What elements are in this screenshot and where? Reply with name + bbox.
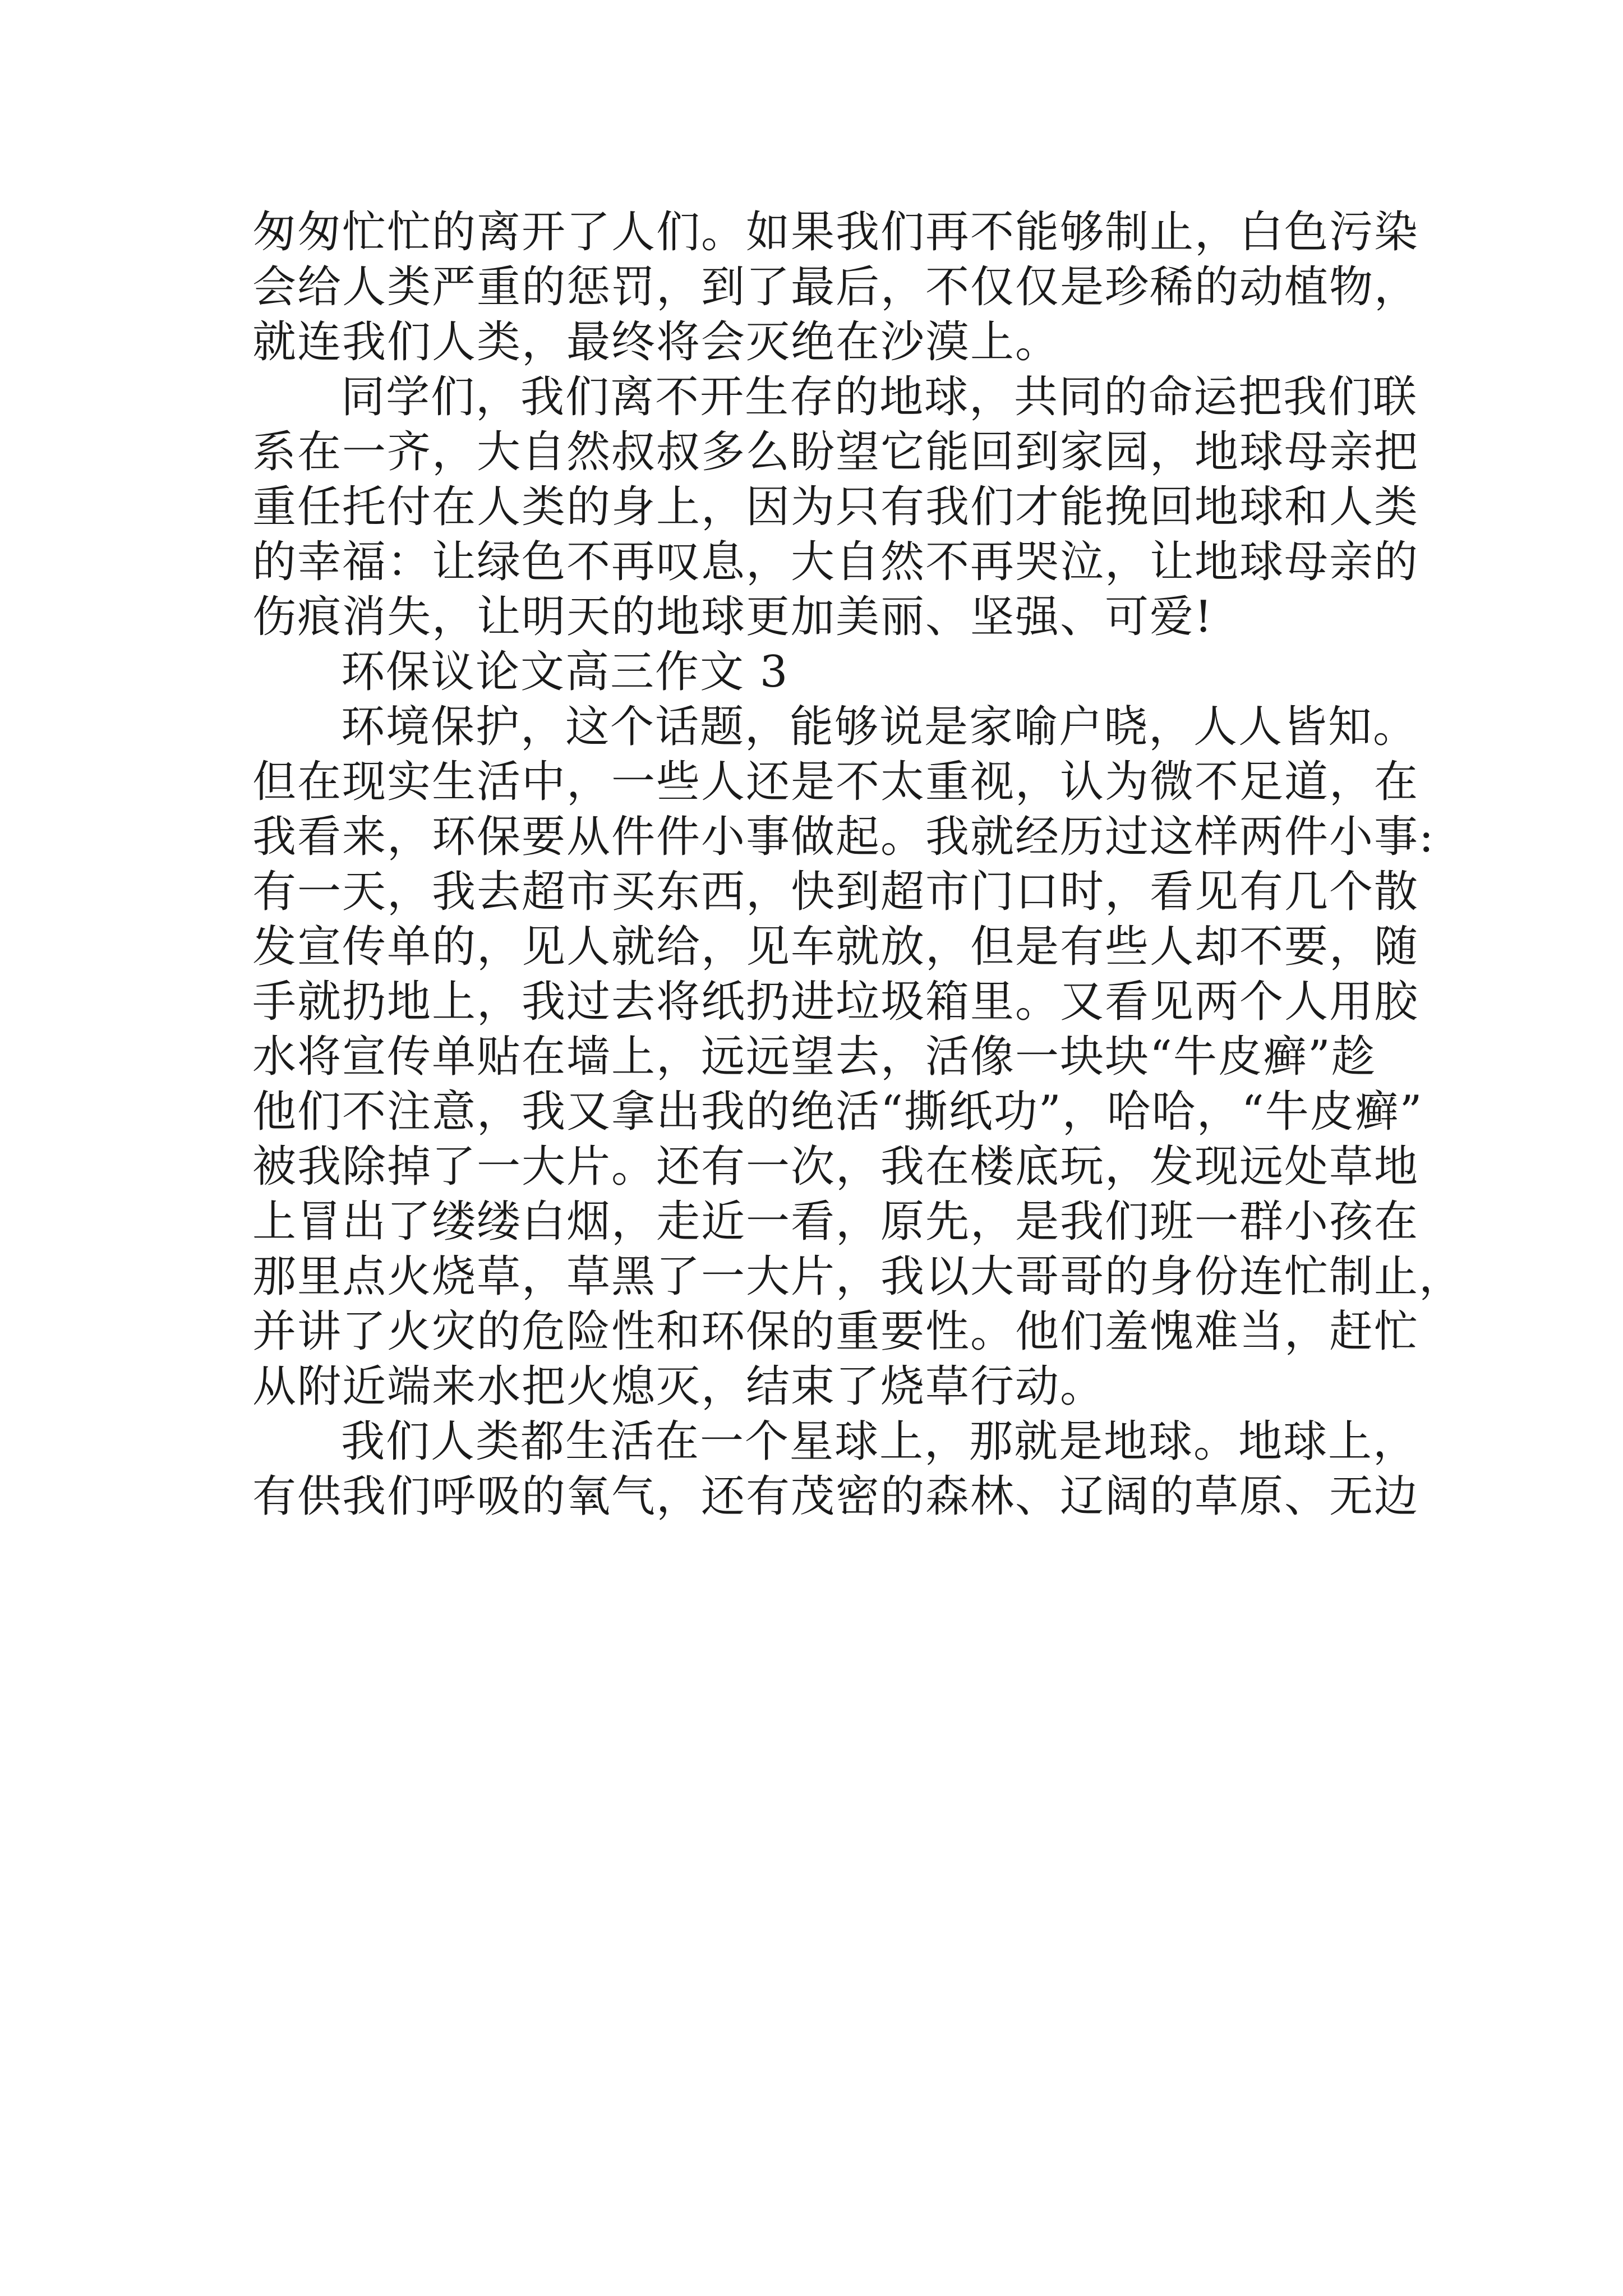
text-line: 发宣传单的，见人就给，见车就放，但是有些人却不要，随 bbox=[252, 922, 1419, 972]
text-line: 有一天，我去超市买东西，快到超市门口时，看见有几个散 bbox=[252, 867, 1419, 917]
text-line: 有供我们呼吸的氧气，还有茂密的森林、辽阔的草原、无边 bbox=[252, 1471, 1419, 1522]
text-line: 我们人类都生活在一个星球上，那就是地球。地球上， bbox=[341, 1416, 1418, 1467]
text-line: 会给人类严重的惩罚，到了最后，不仅仅是珍稀的动植物， bbox=[252, 262, 1419, 312]
text-line: 就连我们人类，最终将会灭绝在沙漠上。 bbox=[252, 317, 1061, 367]
text-line: 同学们，我们离不开生存的地球，共同的命运把我们联 bbox=[341, 372, 1418, 422]
text-line: 但在现实生活中，一些人还是不太重视，认为微不足道，在 bbox=[252, 757, 1419, 807]
text-line: 那里点火烧草，草黑了一大片，我以大哥哥的身份连忙制止， bbox=[252, 1251, 1464, 1302]
text-line: 重任托付在人类的身上，因为只有我们才能挽回地球和人类 bbox=[252, 482, 1419, 532]
text-line: 伤痕消失，让明天的地球更加美丽、坚强、可爱! bbox=[252, 592, 1214, 642]
text-line: 匆匆忙忙的离开了人们。如果我们再不能够制止，白色污染 bbox=[252, 207, 1419, 257]
text-line: 他们不注意，我又拿出我的绝活“撕纸功”，哈哈，“牛皮癣” bbox=[252, 1087, 1423, 1137]
section-heading: 环保议论文高三作文 3 bbox=[341, 647, 789, 697]
text-line: 从附近端来水把火熄灭，结束了烧草行动。 bbox=[252, 1361, 1105, 1412]
text-line: 手就扔地上，我过去将纸扔进垃圾箱里。又看见两个人用胶 bbox=[252, 977, 1419, 1027]
text-line: 我看来，环保要从件件小事做起。我就经历过这样两件小事: bbox=[252, 812, 1435, 862]
text-line: 并讲了火灾的危险性和环保的重要性。他们羞愧难当，赶忙 bbox=[252, 1306, 1419, 1357]
document-body bbox=[252, 205, 1464, 1524]
text-line: 环境保护，这个话题，能够说是家喻户晓，人人皆知。 bbox=[341, 702, 1418, 752]
text-line: 的幸福：让绿色不再叹息，大自然不再哭泣，让地球母亲的 bbox=[252, 537, 1419, 587]
text-line: 系在一齐，大自然叔叔多么盼望它能回到家园，地球母亲把 bbox=[252, 427, 1419, 477]
text-line: 被我除掉了一大片。还有一次，我在楼底玩，发现远处草地 bbox=[252, 1142, 1419, 1192]
text-line: 水将宣传单贴在墙上，远远望去，活像一块块“牛皮癣”趁 bbox=[252, 1032, 1376, 1082]
text-line: 上冒出了缕缕白烟，走近一看，原先，是我们班一群小孩在 bbox=[252, 1197, 1419, 1247]
